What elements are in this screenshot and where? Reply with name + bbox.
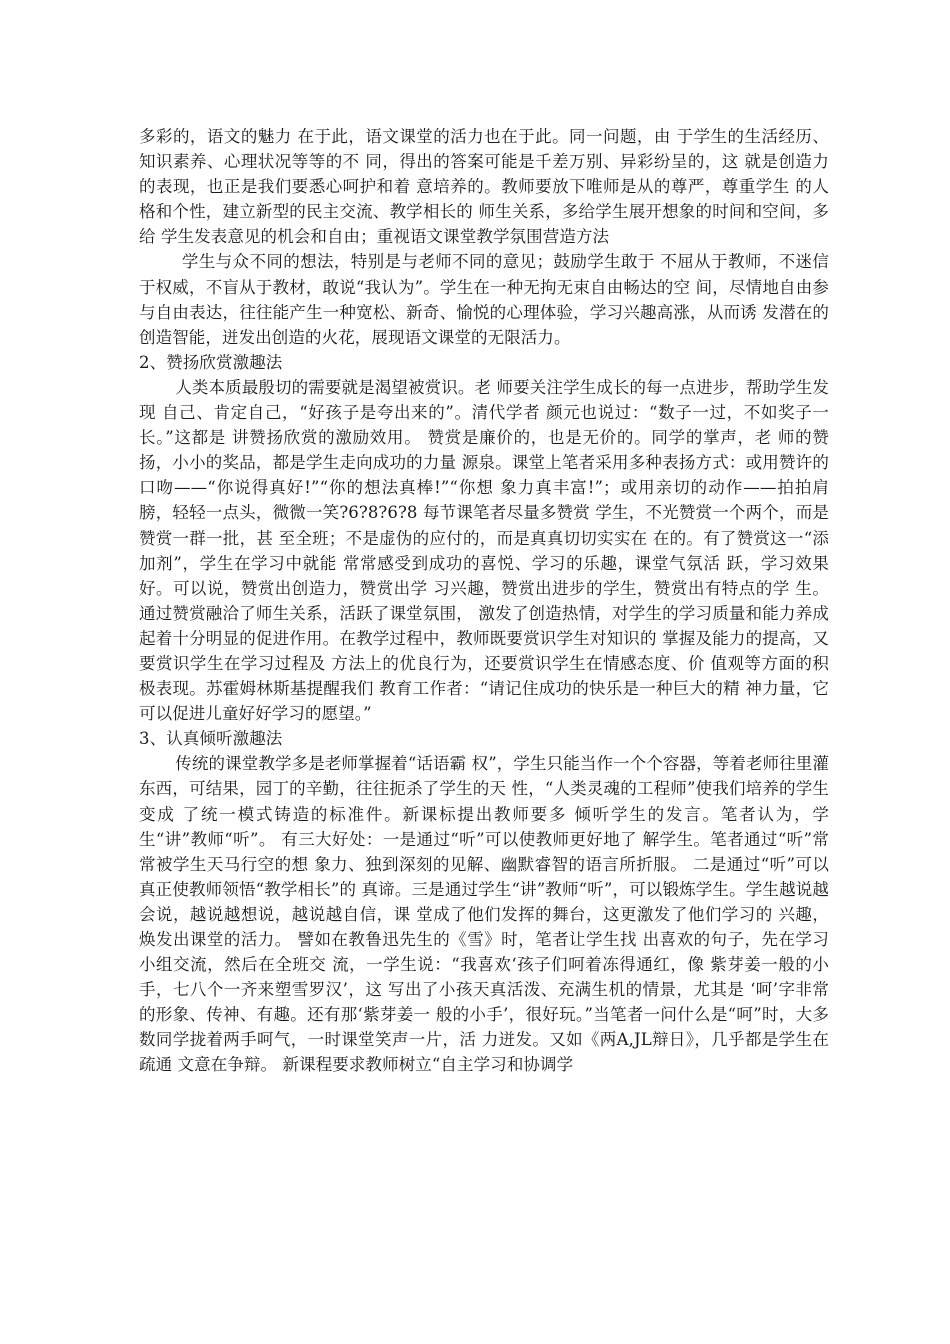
paragraph-praise: 人类本质最殷切的需要就是渴望被赏识。老 师要关注学生成长的每一点进步，帮助学生发现 自己、肯定自己，“好孩子是夸出来的”。清代学者 颜元也说过：“数子一过，不如奖子一长。”这都是 讲赞扬欣赏的激励效用。 赞赏是廉价的，也是无价的。同学的掌声，老 师的赞扬，小小的奖品，都是学生走向成功的力量 源泉。课堂上笔者采用多种表扬方式：或用赞许的 口吻——“你说得真好!”“你的想法真棒!”“你想 象力真丰富!”；或用亲切的动作——拍拍肩膀，轻轻一点头，微微一笑?6?8?6?8 每节课笔者尽量多赞赏 学生，不光赞赏一个两个，而是赞赏一群一批，甚 至全班；不是虚伪的应付的，而是真真切切实实在 在的。有了赞赏这一“添加剂”，学生在学习中就能 常常感受到成功的喜悦、学习的乐趣，课堂气氛活 跃，学习效果好。可以说，赞赏出创造力，赞赏出学 习兴趣，赞赏出进步的学生，赞赏出有特点的学 生。通过赞赏融洽了师生关系，活跃了课堂氛围， 激发了创造热情，对学生的学习质量和能力养成 起着十分明显的促进作用。在教学过程中，教师既要赏识学生对知识的 掌握及能力的提高，又要赏识学生在学习过程及 方法上的优良行为，还要赏识学生在情感态度、价 值观等方面的积极表现。苏霍姆林斯基提醒我们 教育工作者：“请记住成功的快乐是一种巨大的精 神力量，它可以促进儿童好好学习的愿望。” [139,377,829,724]
document-page [139,124,829,1078]
section-heading-3: 3、认真倾听激趣法 [139,729,283,749]
paragraph-intro: 多彩的，语文的魅力 在于此，语文课堂的活力也在于此。同一问题，由 于学生的生活经历、知识素养、心理状况等等的不 同，得出的答案可能是千差万别、异彩纷呈的，这 就是创造力的表现，也正是我们要悉心呵护和着 意培养的。教师要放下唯师是从的尊严，尊重学生 的人格和个性，建立新型的民主交流、教学相长的 师生关系，多给学生展开想象的时间和空间，多给 学生发表意见的机会和自由；重视语文课堂教学氛围营造方法 [139,127,829,247]
paragraph-listen: 传统的课堂教学多是老师掌握着“话语霸 权”，学生只能当作一个个容器，等着老师往里灌 东西，可结果，园丁的辛勤，往往扼杀了学生的天 性，“人类灵魂的工程师”使我们培养的学生变成 了统一模式铸造的标准件。新课标提出教师要多 倾听学生的发言。笔者认为，学生“讲”教师“听”。 有三大好处：一是通过“听”可以使教师更好地了 解学生。笔者通过“听”常常被学生天马行空的想 象力、独到深刻的见解、幽默睿智的语言所折服。 二是通过“听”可以真正使教师领悟“教学相长”的 真谛。三是通过学生“讲”教师“听”，可以锻炼学生。学生越说越会说，越说越想说，越说越自信，课 堂成了他们发挥的舞台，这更激发了他们学习的 兴趣，焕发出课堂的活力。 譬如在教鲁迅先生的《雪》时，笔者让学生找 出喜欢的句子，先在学习小组交流，然后在全班交 流，一学生说：“我喜欢‘孩子们呵着冻得通红，像 紫芽姜一般的小手，七八个一齐来塑雪罗汉’，这 写出了小孩天真活泼、充满生机的情景，尤其是 ‘呵’字非常的形象、传神、有趣。还有那‘紫芽姜一 般的小手’，很好玩。”当笔者一问什么是“呵”时，大多数同学拢着两手呵气，一时课堂笑声一片，活 力迸发。又如《两A,JL辩日》，几乎都是学生在疏通 文意在争辩。 新课程要求教师树立“自主学习和协调学 [139,754,829,1075]
section-heading-2: 2、赞扬欣赏激趣法 [139,352,283,372]
paragraph-encourage: 学生与众不同的想法，特别是与老师不同的意见；鼓励学生敢于 不屈从于教师，不迷信于权威，不盲从于教材，敢说“我认为”。学生在一种无拘无束自由畅达的空 间，尽情地自由参与自由表达，往往能产生一种宽松、新奇、愉悦的心理体验，学习兴趣高涨，从而诱 发潜在的创造智能，迸发出创造的火花，展现语文课堂的无限活力。 [139,252,829,347]
